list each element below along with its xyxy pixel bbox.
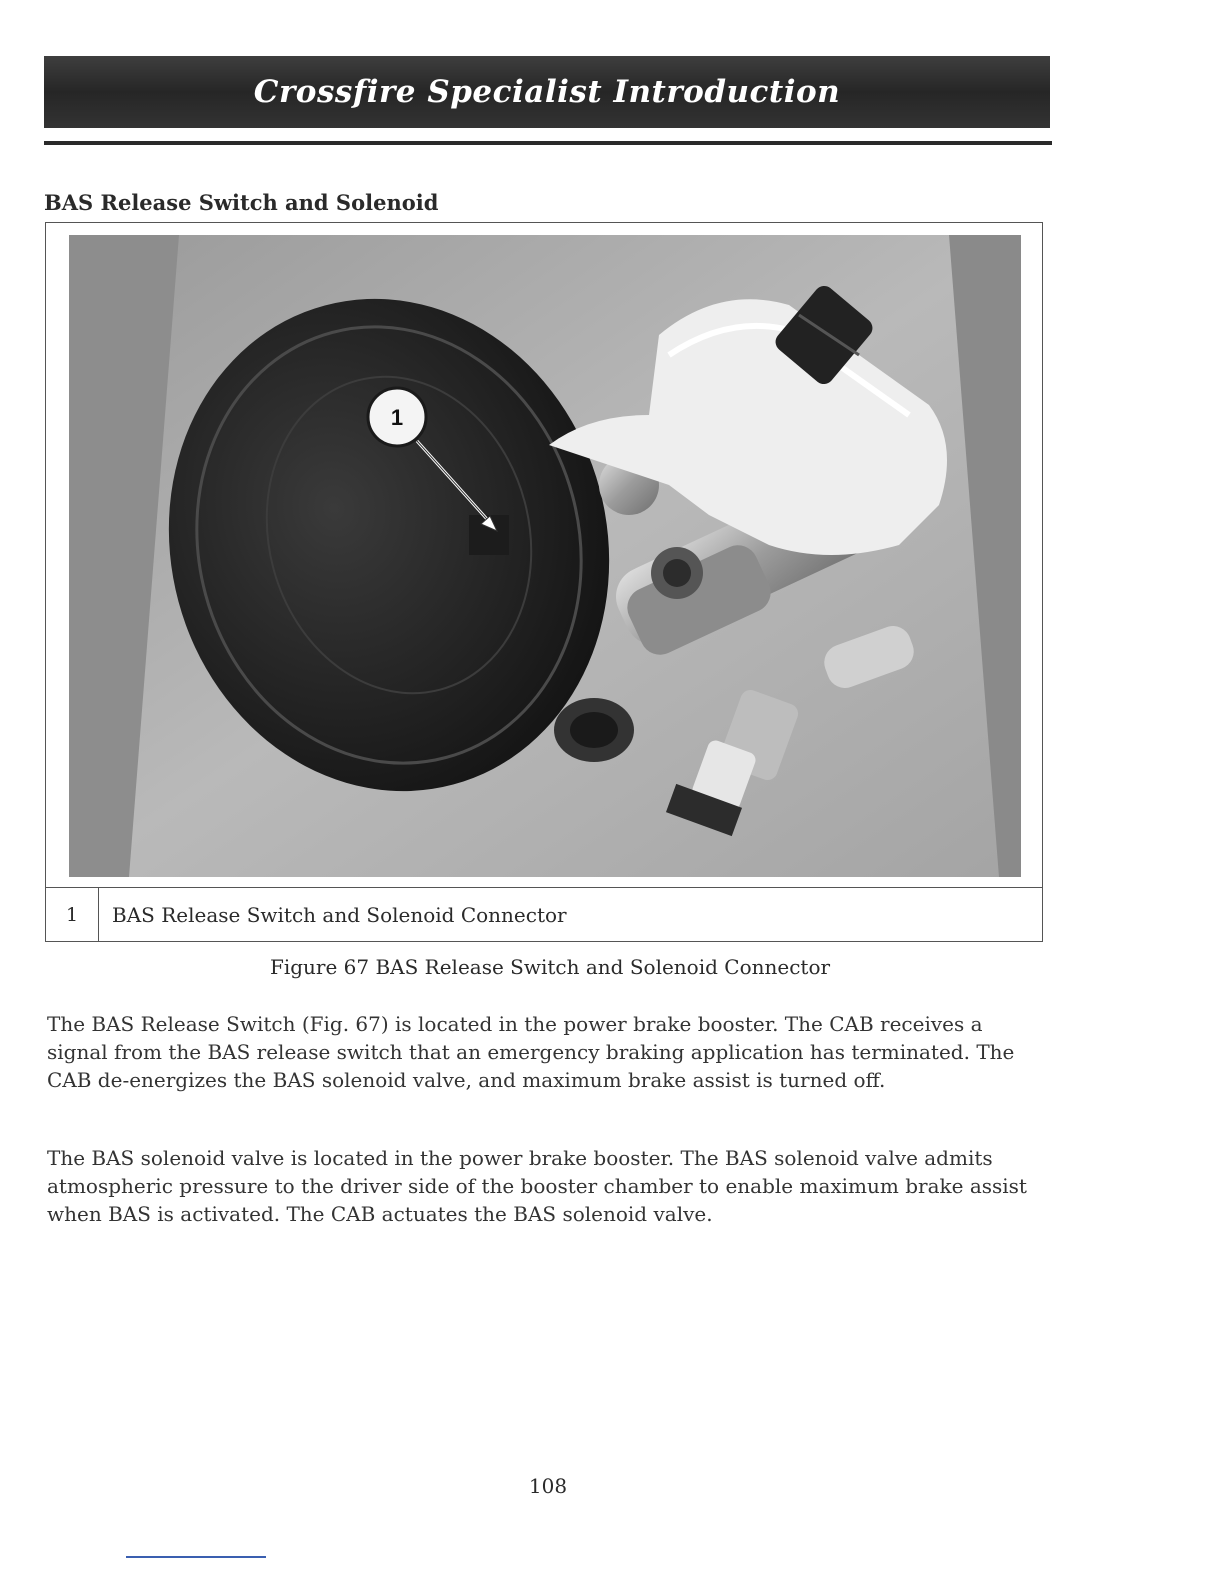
header-banner [44,56,1050,128]
footer-rule [126,1556,266,1558]
legend-label: BAS Release Switch and Solenoid Connector [112,903,567,927]
body-paragraph-2: The BAS solenoid valve is located in the power brake booster. The BAS solenoid valve admits atmospheric pressure to the driver side of the booster chamber to enable maximum brake assist when BAS is activated. The CAB actuates the BAS solenoid valve. [47,1146,1027,1226]
page-number: 108 [528,1474,568,1498]
header-rule [44,141,1052,145]
figure-box [45,222,1043,942]
brake-booster-photo [69,235,1021,877]
figure-legend-row [46,887,1042,942]
figure-caption: Figure 67 BAS Release Switch and Solenoid Connector [269,955,831,979]
body-paragraph-1: The BAS Release Switch (Fig. 67) is located in the power brake booster. The CAB receives a signal from the BAS release switch that an emergency braking application has terminated. The CAB de-energizes the BAS solenoid valve, and maximum brake assist is turned off. [47,1012,1015,1092]
callout-number: 1 [390,405,404,430]
legend-number: 1 [46,888,99,942]
document-title: Crossfire Specialist Introduction [253,74,841,110]
section-heading: BAS Release Switch and Solenoid [44,190,439,215]
